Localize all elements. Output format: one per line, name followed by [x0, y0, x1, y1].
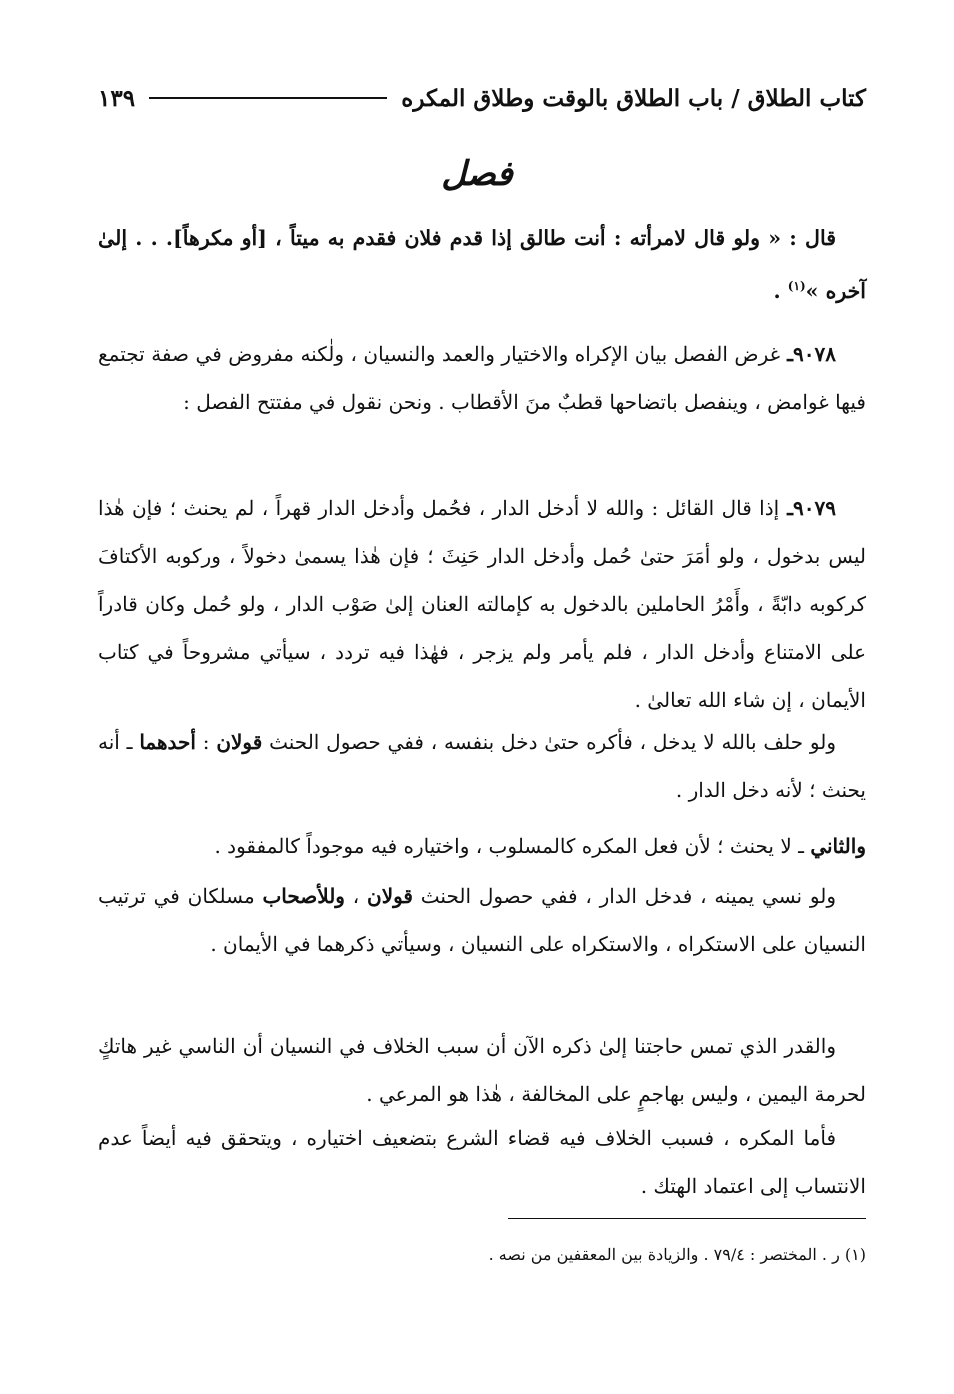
- footnote-rule: [508, 1218, 866, 1219]
- paragraph-text: ولو نسي يمينه ، فدخل الدار ، ففي حصول الحنث: [413, 884, 836, 908]
- paragraph-forced-oath: [98, 718, 866, 814]
- paragraph-9079: [98, 484, 866, 724]
- separator: ،: [344, 884, 367, 908]
- paragraph-text: ولو حلف بالله لا يدخل ، فأكره حتىٰ دخل بنفسه ، ففي حصول الحنث: [262, 730, 837, 754]
- quoted-text: [98, 214, 866, 315]
- footnote-ref: (١): [787, 279, 806, 293]
- paragraph-number: ٩٠٧٩ـ: [779, 496, 837, 520]
- separator: :: [195, 730, 217, 754]
- section-title-text: فصل: [441, 154, 513, 194]
- paragraph-text: مسلكان في ترتيب النسيان على الاستكراه ، والاستكراه على النسيان ، وسيأتي ذكرهما في الأيمان .: [98, 884, 866, 956]
- paragraph-text: إذا قال القائل : والله لا أدخل الدار ، فحُمل وأدخل الدار قهراً ، لم يحنث ؛ فإن هٰذا ليس بدخول ، ولو أمَرَ حتىٰ حُمل وأدخل الدار حَنِثَ ؛ فإن هٰذا يسمىٰ دخولاً ، وركوبه الأكتافَ كركوبه دابّةً ، وأَمْرُ الحاملين بالدخول به كإمالته العنان إلىٰ صَوْب الدار ، ولو حُمل وكان قادراً على الامتناع وأدخل الدار ، فلم يأمر ولم يزجر ، فهٰذا فيه تردد ، سيأتي مشروحاً في كتاب الأيمان ، إن شاء الله تعالىٰ .: [98, 496, 866, 712]
- bold-term: أحدهما: [139, 730, 196, 754]
- paragraph-text: والقدر الذي تمس حاجتنا إلىٰ ذكره الآن أن سبب الخلاف في النسيان أن الناسي غير هاتكٍ لحرمة اليمين ، وليس بهاجمٍ على المخالفة ، هٰذا هو المرعي .: [98, 1034, 866, 1106]
- paragraph-forgetting: [98, 872, 866, 968]
- bold-term: وللأصحاب: [262, 884, 345, 908]
- quote-end: .: [773, 278, 788, 303]
- paragraph-text: فأما المكره ، فسبب الخلاف فيه قضاء الشرع بتضعيف اختياره ، ويتحقق فيه أيضاً عدم الانتساب إلى اعتماد الهتك .: [98, 1126, 866, 1198]
- paragraph-number: ٩٠٧٨ـ: [780, 342, 837, 366]
- paragraph-text: ـ لا يحنث ؛ لأن فعل المكره كالمسلوب ، واختياره فيه موجوداً كالمفقود .: [214, 834, 811, 858]
- header-rule: [149, 97, 387, 99]
- bold-term: والثاني: [810, 834, 866, 858]
- running-title: كتاب الطلاق / باب الطلاق بالوقت وطلاق المكره: [401, 84, 866, 112]
- page-number: ١٣٩: [98, 84, 136, 112]
- paragraph-coerced: [98, 1114, 866, 1210]
- paragraph-text: غرض الفصل بيان الإكراه والاختيار والعمد والنسيان ، ولٰكنه مفروض في صفة تجتمع فيها غوامض ، وينفصل باتضاحها قطبٌ منَ الأقطاب . ونحن نقول في مفتتح الفصل :: [98, 342, 866, 414]
- bold-term: قولان: [367, 884, 413, 908]
- paragraph-9078: [98, 330, 866, 426]
- paragraph-second-opinion: [98, 822, 866, 870]
- page-header: [98, 78, 866, 118]
- bold-term: قولان: [216, 730, 263, 754]
- section-title: [377, 142, 577, 206]
- footnote-text: (١) ر . المختصر : ٧٩/٤ . والزيادة بين المعقفين من نصه .: [488, 1245, 866, 1264]
- footnote: [98, 1240, 866, 1270]
- paragraph-amount: [98, 1022, 866, 1118]
- quote-text: قال : « ولو قال لامرأته : أنت طالق إذا قدم فلان فقدم به ميتاً ، [أو مكرهاً]. . . إلىٰ آخره »: [98, 226, 866, 303]
- paragraph-text: ـ أنه يحنث ؛ لأنه دخل الدار .: [98, 730, 866, 802]
